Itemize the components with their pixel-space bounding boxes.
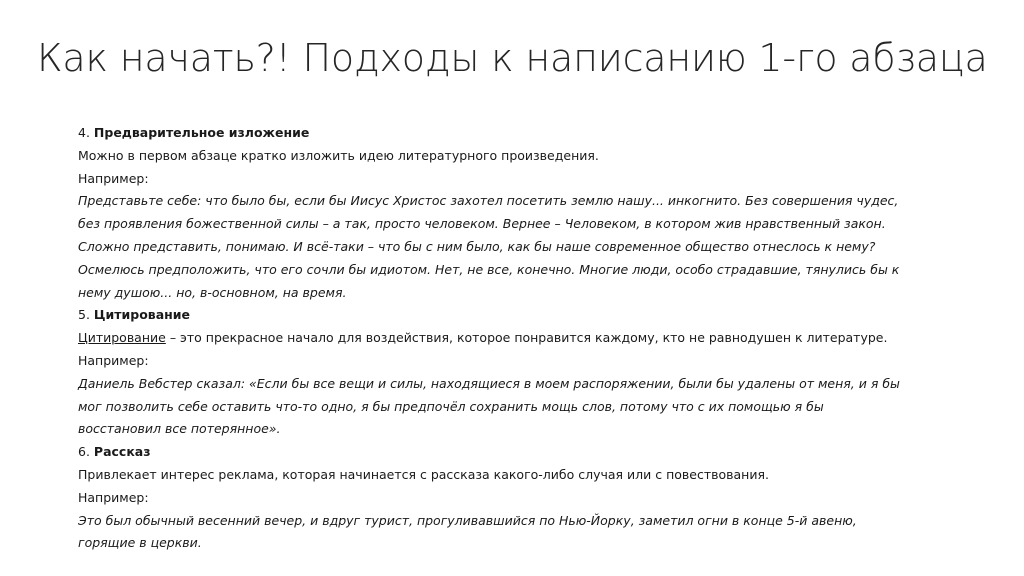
section-number: 4. (78, 125, 94, 140)
example-line: мог позволить себе оставить что-то одно, я бы предпочёл сохранить мощь слов, потому что с их помощью я бы (78, 398, 824, 414)
example-line: Даниель Вебстер сказал: «Если бы все вещи и силы, находящиеся в моем распоряжении, были бы удалены от меня, и я бы (78, 375, 900, 391)
example-line: горящие в церкви. (78, 535, 202, 551)
example-label: Например: (78, 489, 149, 505)
example-line: Это был обычный весенний вечер, и вдруг турист, прогуливавшийся по Нью-Йорку, заметил огни в конце 5-й авеню, (78, 512, 857, 528)
section-description: Можно в первом абзаце кратко изложить идею литературного произведения. (78, 147, 599, 163)
example-label: Например: (78, 352, 149, 368)
section-heading (78, 122, 978, 145)
example-line: нему душою... но, в-основном, на время. (78, 284, 347, 300)
section-title: Цитирование (93, 307, 191, 323)
example-line: Осмелюсь предположить, что его сочли бы идиотом. Нет, не все, конечно. Многие люди, особо страдавшие, тянулись бы к (78, 261, 900, 277)
term-link[interactable]: Цитирование (78, 330, 166, 346)
section-description (78, 327, 978, 350)
section-title: Предварительное изложение (93, 125, 310, 140)
example-line: Представьте себе: что было бы, если бы Иисус Христос захотел посетить землю нашу... инкогнито. Без совершения чудес, (78, 193, 899, 209)
example-line: без проявления божественной силы – а так, просто человеком. Вернее – Человеком, в котором жив нравственный закон. (78, 216, 886, 232)
section-title: Рассказ (93, 444, 151, 460)
section-heading (78, 304, 978, 327)
description-text: – это прекрасное начало для воздействия, которое понравится каждому, кто не равнодушен к литературе. (165, 330, 888, 346)
section-description: Привлекает интерес реклама, которая начинается с рассказа какого-либо случая или с повествования. (78, 466, 769, 482)
example-line: восстановил все потерянное». (78, 421, 281, 437)
section-heading (78, 441, 978, 464)
slide-body (78, 122, 978, 555)
slide-title: Как начать?! Подходы к написанию 1-го абзаца (37, 36, 988, 80)
section-number: 6. (78, 444, 94, 460)
example-label: Например: (78, 170, 149, 186)
section-number: 5. (78, 307, 94, 323)
example-line: Сложно представить, понимаю. И всё-таки – что бы с ним было, как бы наше современное общество отнеслось к нему? (78, 238, 876, 254)
